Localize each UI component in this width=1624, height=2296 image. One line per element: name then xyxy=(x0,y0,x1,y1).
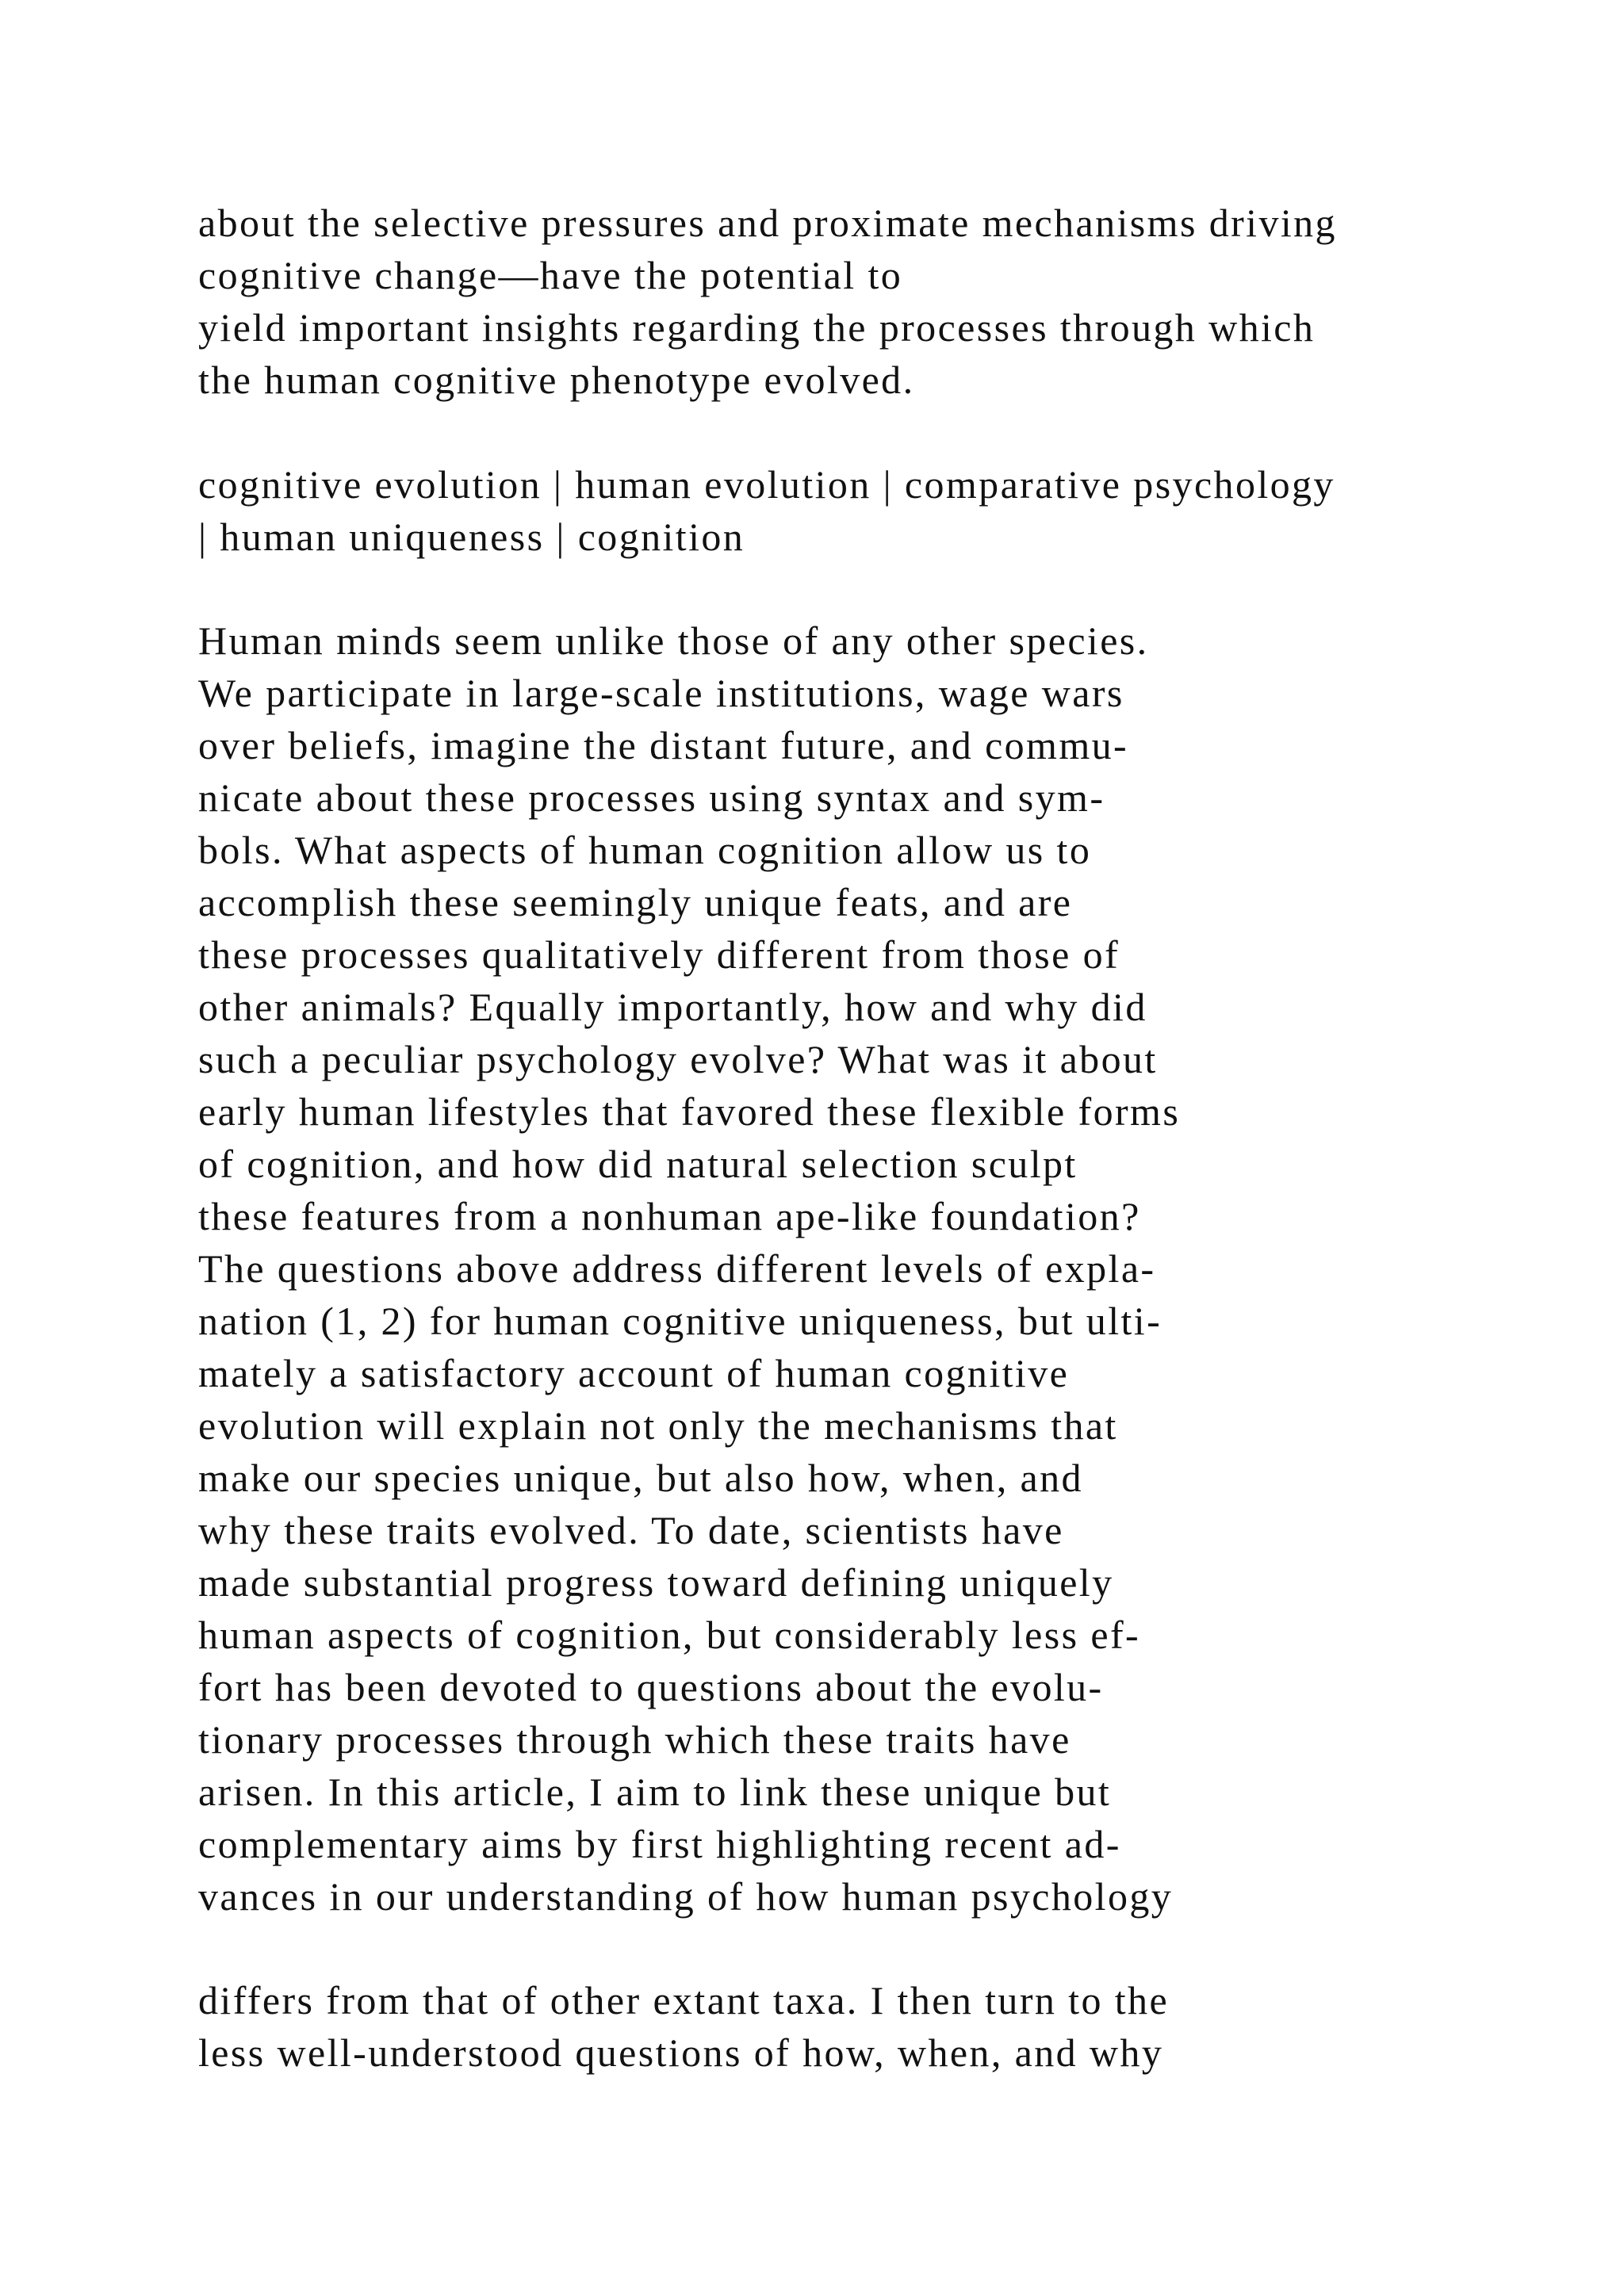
body-line: these features from a nonhuman ape-like foundation? xyxy=(198,1194,1141,1238)
body-line: differs from that of other extant taxa. I then turn to the xyxy=(198,1978,1170,2022)
body-line: over beliefs, imagine the distant future, and commu- xyxy=(198,723,1129,767)
body-line: fort has been devoted to questions about the evolu- xyxy=(198,1665,1104,1709)
body-line: We participate in large-scale institutions, wage wars xyxy=(198,671,1124,715)
body-line: make our species unique, but also how, when, and xyxy=(198,1456,1083,1500)
keywords-line: cognitive evolution | human evolution | comparative psychology xyxy=(198,462,1335,507)
abstract-line: cognitive change—have the potential to xyxy=(198,253,903,297)
body-line: such a peculiar psychology evolve? What was it about xyxy=(198,1037,1158,1081)
body-line: nicate about these processes using syntax and sym- xyxy=(198,775,1105,820)
body-line: made substantial progress toward defining uniquely xyxy=(198,1560,1114,1605)
body-line: less well-understood questions of how, when, and why xyxy=(198,2030,1164,2075)
body-line: Human minds seem unlike those of any other species. xyxy=(198,618,1149,663)
body-line: these processes qualitatively different from those of xyxy=(198,932,1120,977)
abstract-line: about the selective pressures and proximate mechanisms driving xyxy=(198,201,1337,245)
body-line: arisen. In this article, I aim to link these unique but xyxy=(198,1770,1112,1814)
body-line: vances in our understanding of how human psychology xyxy=(198,1874,1174,1919)
body-line: The questions above address different levels of expla- xyxy=(198,1246,1156,1291)
body-line: nation (1, 2) for human cognitive uniqueness, but ulti- xyxy=(198,1299,1162,1343)
body-line: early human lifestyles that favored these flexible forms xyxy=(198,1089,1181,1134)
keywords-line: | human uniqueness | cognition xyxy=(198,515,745,559)
body-line: other animals? Equally importantly, how and why did xyxy=(198,985,1147,1029)
body-line: complementary aims by first highlighting recent ad- xyxy=(198,1822,1121,1866)
body-line: of cognition, and how did natural selection sculpt xyxy=(198,1142,1078,1186)
body-line: human aspects of cognition, but considerably less ef- xyxy=(198,1613,1141,1657)
body-line: bols. What aspects of human cognition allow us to xyxy=(198,828,1092,872)
abstract-line: the human cognitive phenotype evolved. xyxy=(198,358,915,402)
body-line: evolution will explain not only the mechanisms that xyxy=(198,1403,1118,1448)
abstract-line: yield important insights regarding the processes through which xyxy=(198,305,1316,350)
body-line: mately a satisfactory account of human cognitive xyxy=(198,1351,1070,1395)
body-line: why these traits evolved. To date, scientists have xyxy=(198,1508,1064,1552)
body-line: tionary processes through which these traits have xyxy=(198,1717,1071,1762)
body-line: accomplish these seemingly unique feats, and are xyxy=(198,880,1073,924)
